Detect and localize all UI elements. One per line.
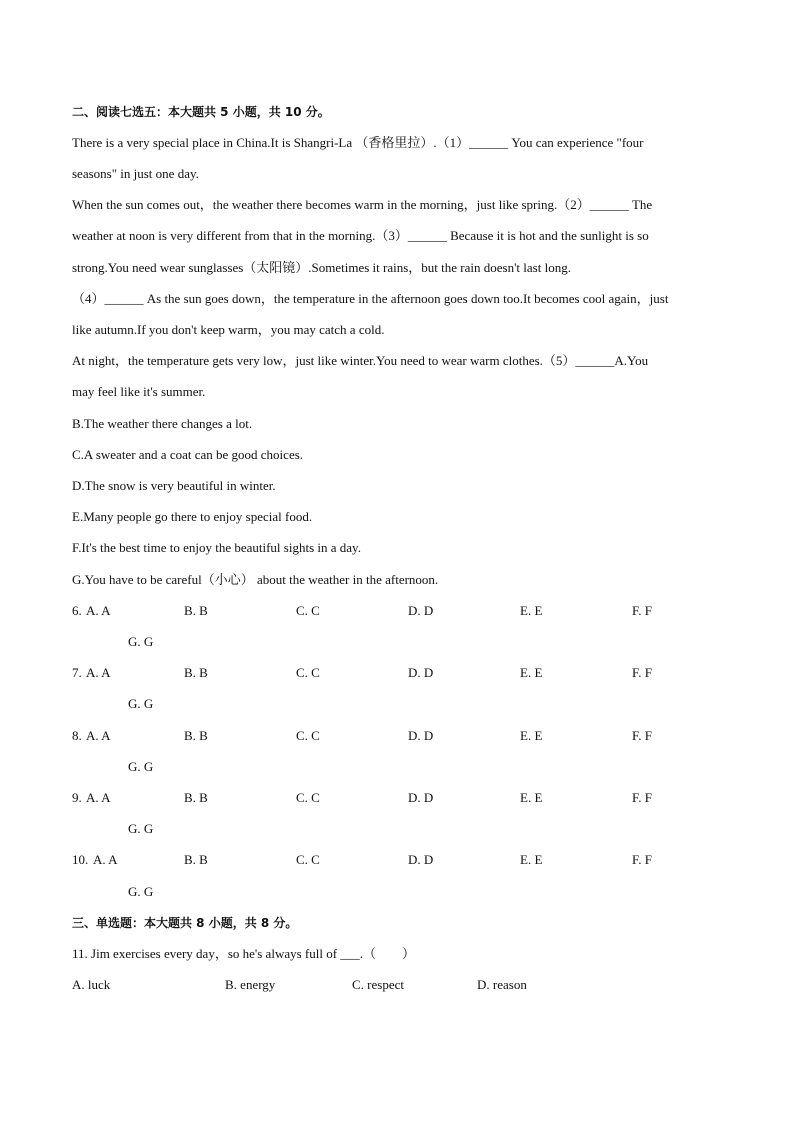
option-sentence: E.Many people go there to enjoy special food. [72, 509, 313, 524]
choice-d[interactable]: D. D [408, 728, 434, 743]
choice-d[interactable]: D. D [408, 790, 434, 805]
section-3-heading: 三、单选题：本大题共 8 小题，共 8 分。 [72, 916, 298, 930]
passage-line: strong.You need wear sunglasses（太阳镜）.Sometimes it rains，but the rain doesn't last long. [72, 260, 571, 275]
choice-d[interactable]: D. reason [477, 977, 527, 992]
choice-g[interactable]: G. G [128, 696, 154, 711]
option-sentence: B.The weather there changes a lot. [72, 416, 253, 431]
choice-a[interactable]: A. A [93, 852, 118, 867]
choice-a[interactable]: A. A [86, 603, 111, 618]
passage-line: There is a very special place in China.It is Shangri-La （香格里拉）.（1）______ You can experience "four [72, 135, 644, 150]
question-number: 6. [72, 603, 82, 618]
question-stem: 11. Jim exercises every day，so he's always full of ___.（ ） [72, 946, 416, 961]
choice-d[interactable]: D. D [408, 665, 434, 680]
section-2-heading: 二、阅读七选五：本大题共 5 小题，共 10 分。 [72, 105, 330, 119]
question-number: 8. [72, 728, 82, 743]
passage-line: may feel like it's summer. [72, 384, 206, 399]
choice-d[interactable]: D. D [408, 852, 434, 867]
passage-line: （4）______ As the sun goes down，the temperature in the afternoon goes down too.It becomes cool again，just [72, 291, 669, 306]
question-number: 9. [72, 790, 82, 805]
choice-f[interactable]: F. F [632, 603, 652, 618]
choice-f[interactable]: F. F [632, 790, 652, 805]
choice-g[interactable]: G. G [128, 759, 154, 774]
choice-b[interactable]: B. B [184, 852, 208, 867]
choice-d[interactable]: D. D [408, 603, 434, 618]
choice-a[interactable]: A. A [86, 728, 111, 743]
passage-line: weather at noon is very different from that in the morning.（3）______ Because it is hot and the sunlight is so [72, 228, 649, 243]
choice-c[interactable]: C. C [296, 852, 320, 867]
choice-b[interactable]: B. energy [225, 977, 276, 992]
choice-c[interactable]: C. C [296, 665, 320, 680]
passage-line: When the sun comes out，the weather there becomes warm in the morning，just like spring.（2）______ The [72, 197, 653, 212]
option-sentence: G.You have to be careful（小心） about the weather in the afternoon. [72, 572, 439, 587]
passage-line: like autumn.If you don't keep warm，you may catch a cold. [72, 322, 385, 337]
choice-f[interactable]: F. F [632, 665, 652, 680]
option-sentence: F.It's the best time to enjoy the beautiful sights in a day. [72, 540, 361, 555]
question-number: 10. [72, 852, 89, 867]
choice-b[interactable]: B. B [184, 790, 208, 805]
choice-a[interactable]: A. A [86, 665, 111, 680]
choice-c[interactable]: C. respect [352, 977, 404, 992]
passage-line: At night，the temperature gets very low，just like winter.You need to wear warm clothes.（5）______A.You [72, 353, 649, 368]
choice-c[interactable]: C. C [296, 603, 320, 618]
choice-b[interactable]: B. B [184, 603, 208, 618]
option-sentence: C.A sweater and a coat can be good choices. [72, 447, 304, 462]
choice-a[interactable]: A. A [86, 790, 111, 805]
choice-e[interactable]: E. E [520, 665, 543, 680]
choice-a[interactable]: A. luck [72, 977, 111, 992]
choice-f[interactable]: F. F [632, 852, 652, 867]
choice-g[interactable]: G. G [128, 634, 154, 649]
choice-c[interactable]: C. C [296, 790, 320, 805]
choice-e[interactable]: E. E [520, 603, 543, 618]
choice-b[interactable]: B. B [184, 665, 208, 680]
question-number: 7. [72, 665, 82, 680]
choice-f[interactable]: F. F [632, 728, 652, 743]
choice-g[interactable]: G. G [128, 821, 154, 836]
passage-line: seasons" in just one day. [72, 166, 199, 181]
choice-e[interactable]: E. E [520, 852, 543, 867]
option-sentence: D.The snow is very beautiful in winter. [72, 478, 276, 493]
choice-g[interactable]: G. G [128, 884, 154, 899]
choice-e[interactable]: E. E [520, 728, 543, 743]
choice-b[interactable]: B. B [184, 728, 208, 743]
choice-e[interactable]: E. E [520, 790, 543, 805]
choice-c[interactable]: C. C [296, 728, 320, 743]
